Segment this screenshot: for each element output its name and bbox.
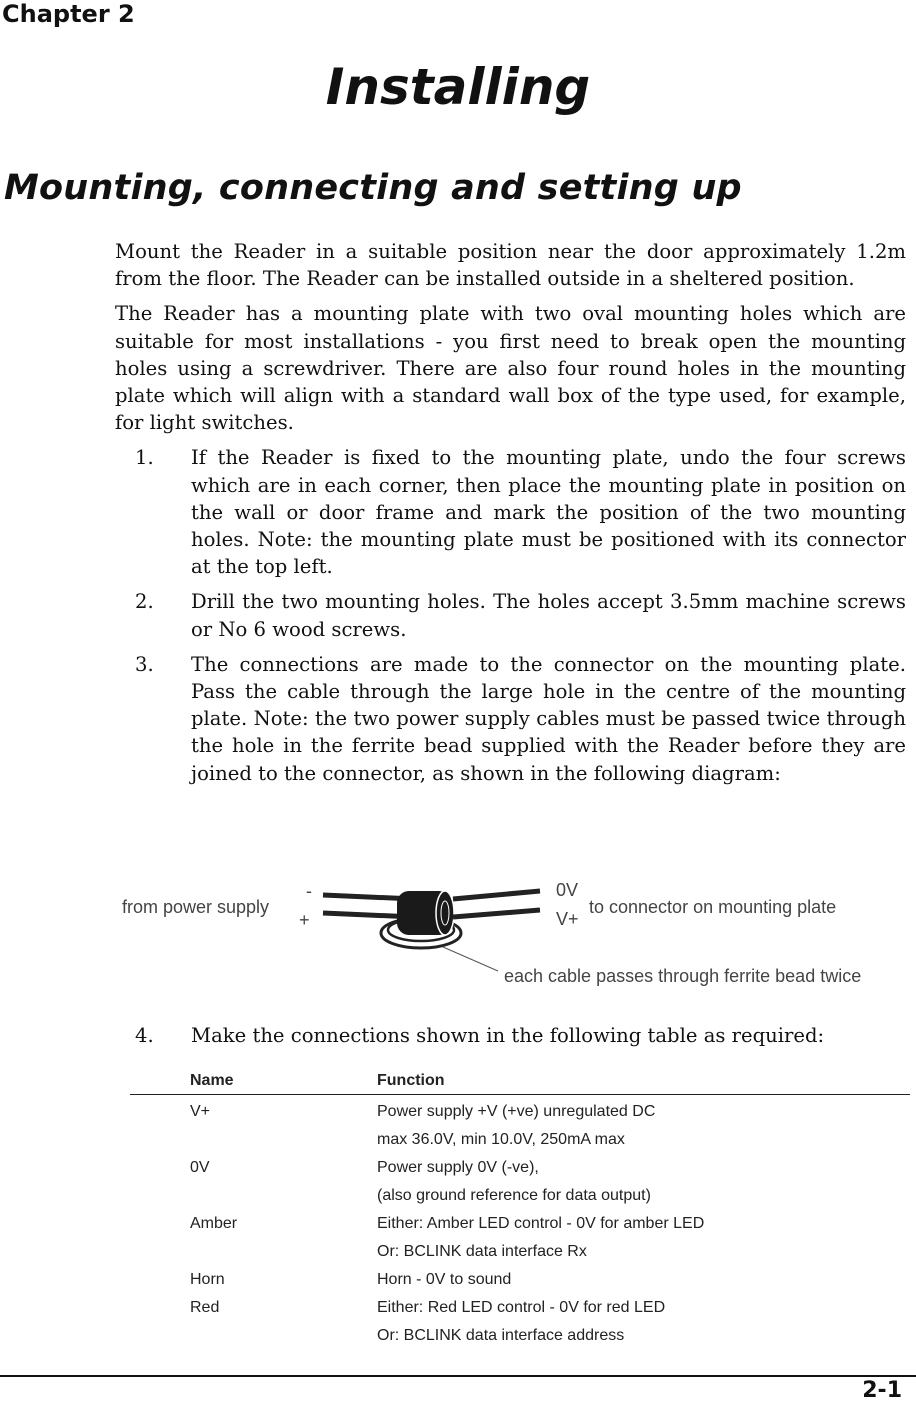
list-number: 4. xyxy=(135,1024,154,1047)
paragraph: The Reader has a mounting plate with two oval mounting holes which are suitable for most installations - you first need to break open the mounting holes using a screwdriver. There are also four round holes in the mounting plate which will align with a standard wall box of the type used, for example, for light switches. xyxy=(115,302,906,435)
header-function: Function xyxy=(377,1072,445,1089)
page-number: 2-1 xyxy=(862,1378,902,1403)
footer-rule xyxy=(0,1375,916,1377)
plus-label: + xyxy=(299,910,310,930)
connections-table xyxy=(130,1068,910,1355)
table-row xyxy=(130,1243,910,1271)
ferrite-bead-note: each cable passes through ferrite bead twice xyxy=(504,966,862,986)
cell-name: 0V xyxy=(190,1159,210,1176)
table-row xyxy=(130,1327,910,1355)
page-title: Installing xyxy=(325,58,591,116)
cell-function: Or: BCLINK data interface address xyxy=(377,1327,625,1344)
table-row xyxy=(130,1159,910,1187)
table-row xyxy=(130,1299,910,1327)
cell-function: Either: Red LED control - 0V for red LED xyxy=(377,1299,666,1316)
header-name: Name xyxy=(190,1072,234,1089)
ferrite-diagram xyxy=(115,875,915,1000)
cell-name: Red xyxy=(190,1299,220,1316)
cell-function: Either: Amber LED control - 0V for amber LED xyxy=(377,1215,705,1232)
body-text xyxy=(115,238,906,795)
ferrite-bead-end xyxy=(436,891,454,935)
table-row xyxy=(130,1215,910,1243)
chapter-label: Chapter 2 xyxy=(2,0,135,28)
cell-function: Or: BCLINK data interface Rx xyxy=(377,1243,587,1260)
table-header xyxy=(130,1068,910,1095)
cable-0v xyxy=(453,891,540,899)
table-row xyxy=(130,1131,910,1159)
list-item xyxy=(115,651,906,787)
table-row xyxy=(130,1187,910,1215)
list-number: 3. xyxy=(135,652,154,676)
list-text: Make the connections shown in the following table as required: xyxy=(191,1024,825,1047)
list-number: 1. xyxy=(135,446,154,470)
list-text: Drill the two mounting holes. The holes accept 3.5mm machine screws or No 6 wood screws. xyxy=(191,590,906,641)
list-number: 2. xyxy=(135,590,154,614)
v-plus-label: V+ xyxy=(556,909,579,929)
list-item xyxy=(135,1022,915,1049)
cell-function: Horn - 0V to sound xyxy=(377,1271,512,1288)
from-power-supply-label: from power supply xyxy=(122,897,270,917)
cell-name: V+ xyxy=(190,1103,211,1120)
section-title: Mounting, connecting and setting up xyxy=(4,168,742,208)
cell-function: Power supply 0V (-ve), xyxy=(377,1159,539,1176)
cell-function: Power supply +V (+ve) unregulated DC xyxy=(377,1103,656,1120)
zero-v-label: 0V xyxy=(556,880,579,900)
cell-name: Amber xyxy=(190,1215,238,1232)
table-row xyxy=(130,1103,910,1131)
list-text: The connections are made to the connector on the mounting plate. Pass the cable through the large hole in the centre of the mounting plate. Note: the two power supply cables must be passed twice through the hole in the ferrite bead supplied with the Reader before they are joined to the connector, as shown in the following diagram: xyxy=(191,652,906,785)
list-item xyxy=(115,444,906,580)
list-text: If the Reader is fixed to the mounting plate, undo the four screws which are in each corner, then place the mounting plate in position on the wall or door frame and mark the position of the two mounting holes. Note: the mounting plate must be positioned with its connector at the top left. xyxy=(191,446,906,579)
leader-line xyxy=(443,947,498,971)
cell-name: Horn xyxy=(190,1271,225,1288)
paragraph: Mount the Reader in a suitable position near the door approximately 1.2m from the floor. The Reader can be installed outside in a sheltered position. xyxy=(115,240,906,291)
to-connector-label: to connector on mounting plate xyxy=(589,897,837,917)
cable-vplus xyxy=(453,910,540,917)
list-item xyxy=(115,588,906,642)
minus-label: - xyxy=(306,881,312,901)
cell-function: (also ground reference for data output) xyxy=(377,1187,651,1204)
table-row xyxy=(130,1271,910,1299)
cell-function: max 36.0V, min 10.0V, 250mA max xyxy=(377,1131,625,1148)
